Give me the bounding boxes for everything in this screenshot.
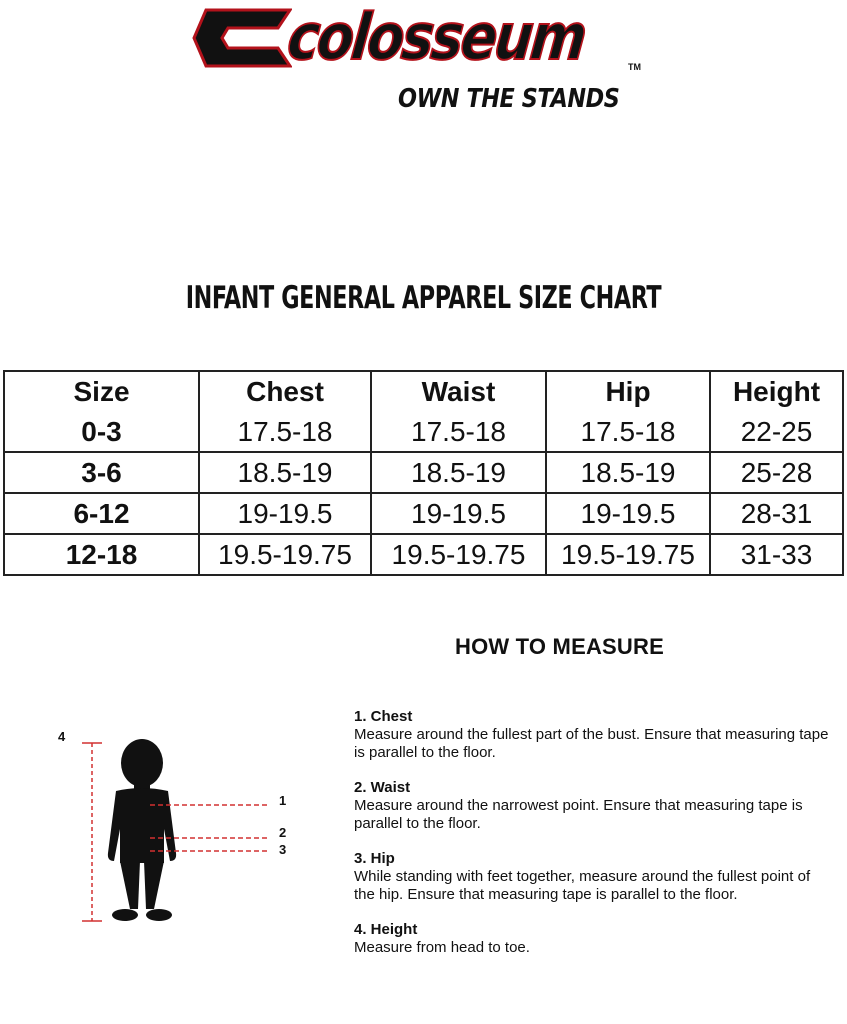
how-to-measure-title: HOW TO MEASURE: [455, 634, 664, 659]
colosseum-c-logo-icon: [192, 6, 292, 70]
chest-marker-label: 1: [279, 793, 287, 808]
instruction-text: While standing with feet together, measure around the fullest point of the hip. Ensure that measuring tape is parallel to the floor.: [354, 868, 811, 903]
instruction-heading: 2. Waist: [354, 779, 411, 796]
hip-cell: 19-19.5: [546, 493, 710, 534]
instruction-heading: 4. Height: [354, 921, 418, 938]
instruction-heading: 1. Chest: [354, 708, 413, 725]
instruction-height: [354, 921, 834, 957]
instruction-text: Measure from head to toe.: [354, 939, 530, 956]
hip-cell: 17.5-18: [546, 412, 710, 452]
chest-cell: 19-19.5: [199, 493, 371, 534]
table-row: [4, 412, 843, 452]
size-cell: 3-6: [4, 452, 199, 493]
height-cell: 31-33: [710, 534, 843, 575]
hip-cell: 19.5-19.75: [546, 534, 710, 575]
measure-instructions: [354, 708, 834, 974]
height-cell: 28-31: [710, 493, 843, 534]
table-header-row: [4, 371, 843, 412]
instruction-heading: 3. Hip: [354, 850, 395, 867]
height-cell: 25-28: [710, 452, 843, 493]
brand-tagline: OWN THE STANDS: [398, 84, 620, 114]
instruction-hip: [354, 850, 834, 904]
baby-silhouette-icon: [50, 725, 310, 930]
waist-cell: 19-19.5: [371, 493, 546, 534]
size-chart-table: [3, 370, 844, 576]
measurement-figure: [50, 725, 310, 930]
height-cell: 22-25: [710, 412, 843, 452]
chest-cell: 18.5-19: [199, 452, 371, 493]
waist-cell: 18.5-19: [371, 452, 546, 493]
instruction-waist: [354, 779, 834, 833]
waist-marker-label: 2: [279, 825, 287, 840]
header-size: Size: [4, 371, 199, 412]
header-waist: Waist: [371, 371, 546, 412]
trademark-symbol: TM: [628, 62, 641, 72]
chest-cell: 19.5-19.75: [199, 534, 371, 575]
chest-cell: 17.5-18: [199, 412, 371, 452]
header-hip: Hip: [546, 371, 710, 412]
size-cell: 12-18: [4, 534, 199, 575]
header-height: Height: [710, 371, 843, 412]
size-cell: 6-12: [4, 493, 199, 534]
table-row: [4, 493, 843, 534]
size-cell: 0-3: [4, 412, 199, 452]
height-marker-label: 4: [58, 729, 66, 744]
chart-title: INFANT GENERAL APPAREL SIZE CHART: [185, 280, 662, 316]
instruction-text: Measure around the fullest part of the bust. Ensure that measuring tape is parallel to the floor.: [354, 726, 829, 761]
header-chest: Chest: [199, 371, 371, 412]
waist-cell: 17.5-18: [371, 412, 546, 452]
brand-wordmark: colosseum: [284, 1, 589, 75]
hip-marker-label: 3: [279, 842, 287, 857]
instruction-text: Measure around the narrowest point. Ensure that measuring tape is parallel to the floor.: [354, 797, 803, 832]
waist-cell: 19.5-19.75: [371, 534, 546, 575]
brand-logo: [192, 1, 662, 86]
table-row: [4, 534, 843, 575]
instruction-chest: [354, 708, 834, 762]
table-row: [4, 452, 843, 493]
hip-cell: 18.5-19: [546, 452, 710, 493]
